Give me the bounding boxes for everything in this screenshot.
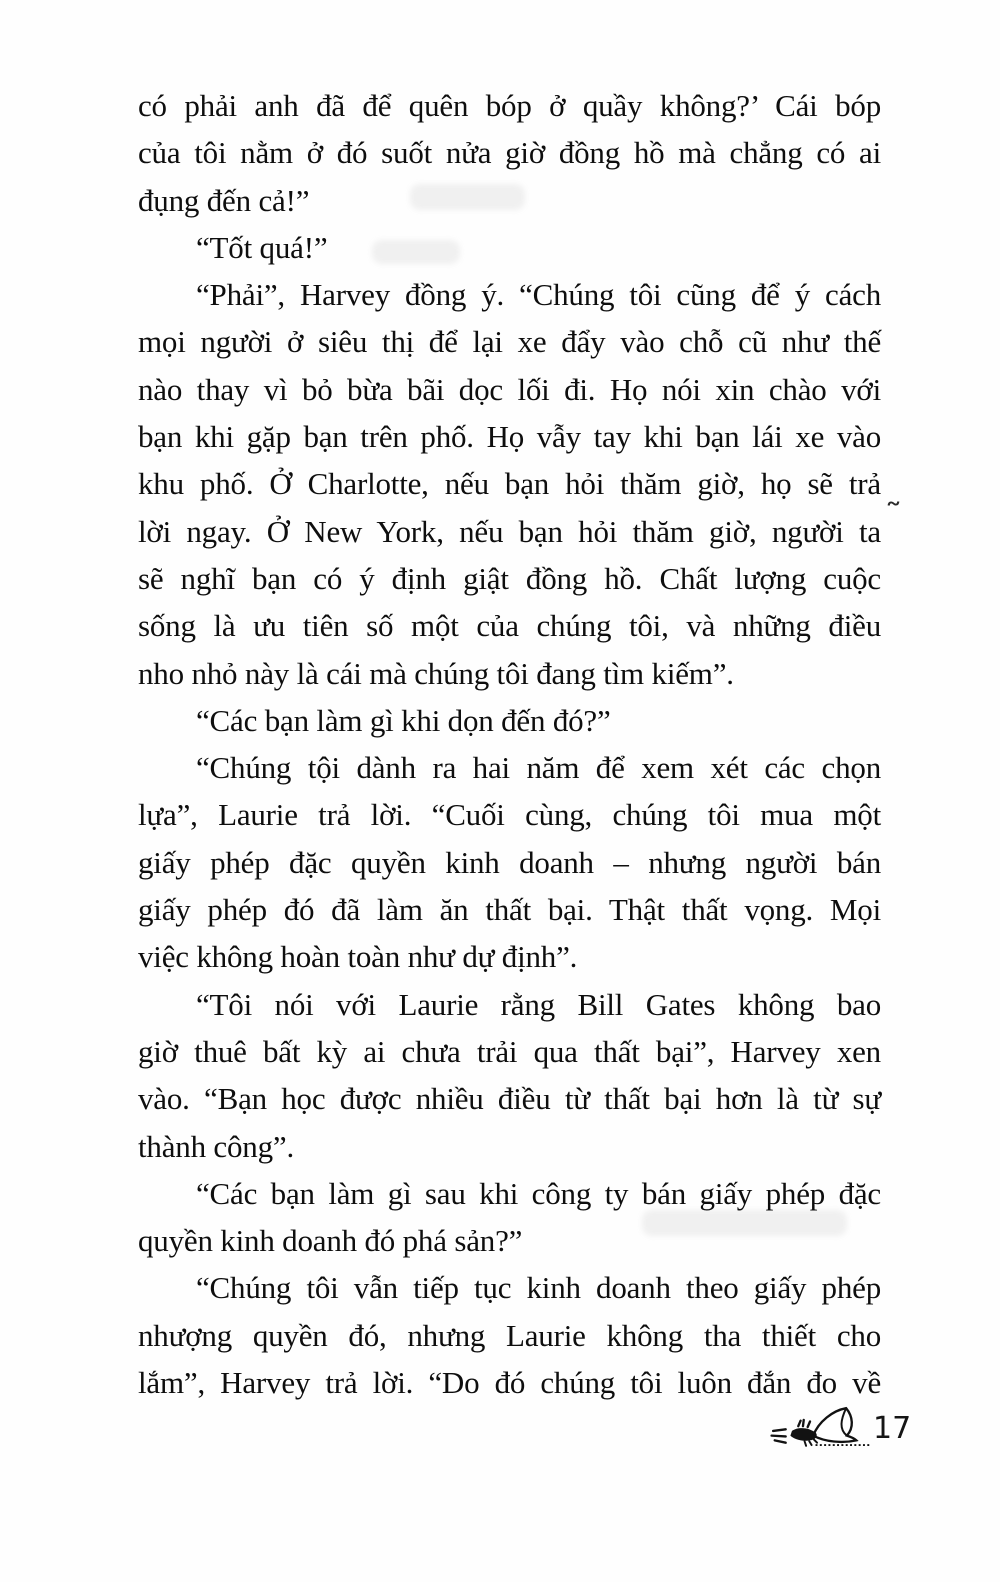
text-line: sẽ nghĩ bạn có ý định giật đồng hồ. Chất lượng cuộc xyxy=(138,560,881,596)
text-line: vào. “Bạn học được nhiều điều từ thất bại hơn là từ sự xyxy=(138,1081,881,1117)
text-line: nhượng quyền đó, nhưng Laurie không tha thiết cho xyxy=(138,1317,881,1353)
text-line: “Các bạn làm gì sau khi công ty bán giấy phép đặc xyxy=(196,1175,881,1211)
text-line: khu phố. Ở Charlotte, nếu bạn hỏi thăm giờ, họ sẽ trả xyxy=(138,466,881,502)
text-line: nho nhỏ này là cái mà chúng tôi đang tìm kiếm”. xyxy=(138,655,734,691)
text-line: của tôi nằm ở đó suốt nửa giờ đồng hồ mà chẳng có ai xyxy=(138,135,881,171)
text-line: lời ngay. Ở New York, nếu bạn hỏi thăm giờ, người ta xyxy=(138,513,881,549)
text-line: mọi người ở siêu thị để lại xe đẩy vào chỗ cũ như thế xyxy=(138,324,881,360)
text-line: “Các bạn làm gì khi dọn đến đó?” xyxy=(196,702,611,738)
page-number: 17 xyxy=(873,1411,912,1446)
text-line: bạn khi gặp bạn trên phố. Họ vẫy tay khi bạn lái xe vào xyxy=(138,419,881,455)
page-text xyxy=(138,82,881,1406)
page-footer xyxy=(770,1404,911,1450)
text-line: việc không hoàn toàn như dự định”. xyxy=(138,939,578,975)
text-line: đụng đến cả!” xyxy=(138,182,310,218)
text-line: giờ thuê bất kỳ ai chưa trải qua thất bại”, Harvey xen xyxy=(138,1033,881,1069)
text-line: “Tốt quá!” xyxy=(196,229,328,265)
text-line: “Tôi nói với Laurie rằng Bill Gates không bao xyxy=(196,986,881,1022)
text-line: nào thay vì bỏ bừa bãi dọc lối đi. Họ nói xin chào với xyxy=(138,371,881,407)
text-line: lắm”, Harvey trả lời. “Do đó chúng tôi luôn đắn đo về xyxy=(138,1365,881,1401)
text-line: quyền kinh doanh đó phá sản?” xyxy=(138,1223,523,1259)
text-line: “Chúng tôi vẫn tiếp tục kinh doanh theo giấy phép xyxy=(196,1270,881,1306)
text-line: sống là ưu tiên số một của chúng tôi, và những điều xyxy=(138,608,881,644)
scan-mark: ˜ xyxy=(884,498,903,533)
text-line: thành công”. xyxy=(138,1128,294,1164)
text-line: lựa”, Laurie trả lời. “Cuối cùng, chúng tôi mua một xyxy=(138,797,881,833)
text-line: “Chúng tội dành ra hai năm để xem xét các chọn xyxy=(196,750,881,786)
text-line: giấy phép đó đã làm ăn thất bại. Thật thất vọng. Mọi xyxy=(138,892,881,928)
flying-figure-icon xyxy=(770,1404,872,1450)
text-line: “Phải”, Harvey đồng ý. “Chúng tôi cũng để ý cách xyxy=(196,277,881,313)
text-line: giấy phép đặc quyền kinh doanh – nhưng người bán xyxy=(138,844,881,880)
text-line: có phải anh đã để quên bóp ở quầy không?’ Cái bóp xyxy=(138,88,881,123)
